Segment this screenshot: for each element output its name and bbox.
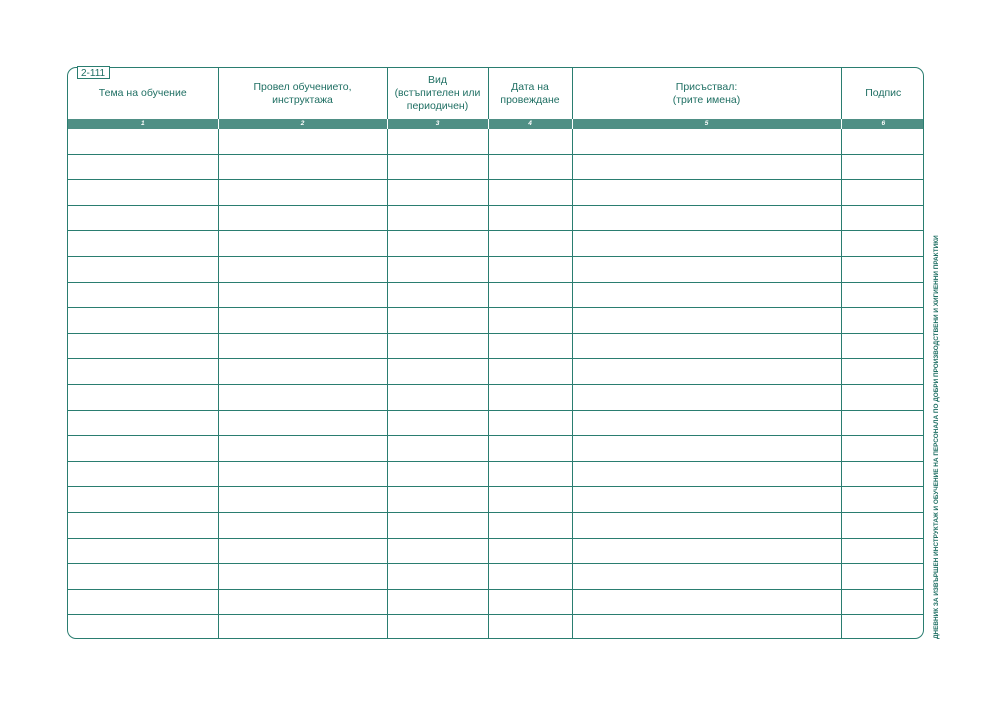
- table-cell[interactable]: [572, 589, 841, 615]
- table-cell[interactable]: [841, 410, 924, 436]
- table-cell[interactable]: [387, 333, 488, 359]
- table-cell[interactable]: [387, 436, 488, 462]
- table-cell[interactable]: [387, 256, 488, 282]
- table-cell[interactable]: [488, 256, 572, 282]
- column-header-conducted-by: Провел обучението, инструктажа: [218, 68, 387, 119]
- table-cell[interactable]: [572, 384, 841, 410]
- column-number: 1: [68, 119, 218, 129]
- journal-form: [67, 67, 924, 639]
- table-cell[interactable]: [218, 589, 387, 615]
- table-cell[interactable]: [68, 436, 218, 462]
- table-cell[interactable]: [387, 154, 488, 180]
- table-body: [68, 129, 924, 639]
- table-cell[interactable]: [488, 333, 572, 359]
- table-cell[interactable]: [841, 615, 924, 639]
- table-cell[interactable]: [68, 129, 218, 154]
- column-number-band: [68, 119, 924, 129]
- table-cell[interactable]: [218, 282, 387, 308]
- column-number: 3: [387, 119, 488, 129]
- table-cell[interactable]: [488, 461, 572, 487]
- table-cell[interactable]: [572, 231, 841, 257]
- table-cell[interactable]: [572, 129, 841, 154]
- table-row: [68, 512, 924, 538]
- table-cell[interactable]: [572, 333, 841, 359]
- column-header-attendee: Присъствал: (трите имена): [572, 68, 841, 119]
- table-row: [68, 410, 924, 436]
- table-cell[interactable]: [488, 308, 572, 334]
- table-cell[interactable]: [572, 282, 841, 308]
- table-cell[interactable]: [68, 512, 218, 538]
- table-cell[interactable]: [218, 487, 387, 513]
- side-title: ДНЕВНИК ЗА ИЗВЪРШЕН ИНСТРУКТАЖ И ОБУЧЕНИЕ НА ПЕРСОНАЛА ПО ДОБРИ ПРОИЗВОДСТВЕНИ И ХИГИЕННИ ПРАКТИКИ: [933, 235, 940, 639]
- table-row: [68, 487, 924, 513]
- table-cell[interactable]: [841, 308, 924, 334]
- table-cell[interactable]: [841, 384, 924, 410]
- table-cell[interactable]: [572, 615, 841, 639]
- table-cell[interactable]: [841, 205, 924, 231]
- table-cell[interactable]: [841, 359, 924, 385]
- table-cell[interactable]: [488, 436, 572, 462]
- table-cell[interactable]: [841, 129, 924, 154]
- table-cell[interactable]: [68, 333, 218, 359]
- table-row: [68, 615, 924, 639]
- table-cell[interactable]: [387, 384, 488, 410]
- table-cell[interactable]: [387, 487, 488, 513]
- table-cell[interactable]: [841, 564, 924, 590]
- table-cell[interactable]: [68, 589, 218, 615]
- table-cell[interactable]: [387, 282, 488, 308]
- table-cell[interactable]: [841, 256, 924, 282]
- table-cell[interactable]: [488, 129, 572, 154]
- table-cell[interactable]: [387, 205, 488, 231]
- table-cell[interactable]: [218, 129, 387, 154]
- table-cell[interactable]: [488, 538, 572, 564]
- table-cell[interactable]: [572, 564, 841, 590]
- table-cell[interactable]: [841, 487, 924, 513]
- table-cell[interactable]: [841, 231, 924, 257]
- column-header-topic: Тема на обучение: [98, 87, 187, 99]
- table-cell[interactable]: [488, 231, 572, 257]
- table-cell[interactable]: [488, 205, 572, 231]
- table-cell[interactable]: [68, 384, 218, 410]
- form-code: 2-111: [77, 66, 110, 79]
- table-cell[interactable]: [841, 333, 924, 359]
- column-number: 5: [572, 119, 841, 129]
- table-cell[interactable]: [68, 205, 218, 231]
- table-cell[interactable]: [841, 154, 924, 180]
- column-number: 2: [218, 119, 387, 129]
- table-cell[interactable]: [387, 538, 488, 564]
- table-row: [68, 256, 924, 282]
- table-cell[interactable]: [218, 308, 387, 334]
- table-row: [68, 308, 924, 334]
- table-cell[interactable]: [488, 564, 572, 590]
- table-cell[interactable]: [218, 180, 387, 206]
- table-cell[interactable]: [488, 487, 572, 513]
- column-number: 6: [841, 119, 924, 129]
- table-cell[interactable]: [218, 436, 387, 462]
- table-cell[interactable]: [387, 359, 488, 385]
- table-cell[interactable]: [387, 129, 488, 154]
- table-cell[interactable]: [68, 461, 218, 487]
- table-cell[interactable]: [572, 512, 841, 538]
- table-cell[interactable]: [218, 615, 387, 639]
- table-row: [68, 384, 924, 410]
- header-row: [68, 68, 924, 119]
- table-cell[interactable]: [387, 512, 488, 538]
- table-cell[interactable]: [572, 487, 841, 513]
- table-cell[interactable]: [218, 359, 387, 385]
- table-cell[interactable]: [218, 333, 387, 359]
- table-row: [68, 282, 924, 308]
- table-cell[interactable]: [488, 589, 572, 615]
- table-cell[interactable]: [68, 308, 218, 334]
- table-cell[interactable]: [68, 256, 218, 282]
- table-cell[interactable]: [387, 589, 488, 615]
- table-row: [68, 333, 924, 359]
- table-cell[interactable]: [218, 512, 387, 538]
- table-row: [68, 436, 924, 462]
- table-cell[interactable]: [68, 538, 218, 564]
- table-row: [68, 538, 924, 564]
- journal-table: [68, 68, 924, 639]
- table-cell[interactable]: [218, 154, 387, 180]
- table-cell[interactable]: [572, 154, 841, 180]
- table-cell[interactable]: [68, 282, 218, 308]
- table-cell[interactable]: [218, 384, 387, 410]
- table-row: [68, 564, 924, 590]
- table-row: [68, 180, 924, 206]
- column-number: 4: [488, 119, 572, 129]
- table-cell[interactable]: [488, 282, 572, 308]
- table-cell[interactable]: [488, 359, 572, 385]
- table-cell[interactable]: [218, 538, 387, 564]
- table-cell[interactable]: [572, 256, 841, 282]
- table-row: [68, 231, 924, 257]
- table-cell[interactable]: [488, 180, 572, 206]
- table-cell[interactable]: [488, 384, 572, 410]
- table-cell[interactable]: [218, 564, 387, 590]
- table-row: [68, 205, 924, 231]
- table-cell[interactable]: [68, 564, 218, 590]
- table-row: [68, 461, 924, 487]
- table-cell[interactable]: [488, 410, 572, 436]
- table-cell[interactable]: [572, 410, 841, 436]
- table-cell[interactable]: [68, 487, 218, 513]
- table-cell[interactable]: [572, 205, 841, 231]
- table-row: [68, 359, 924, 385]
- table-cell[interactable]: [572, 308, 841, 334]
- table-row: [68, 589, 924, 615]
- table-cell[interactable]: [218, 231, 387, 257]
- table-cell[interactable]: [387, 615, 488, 639]
- table-row: [68, 129, 924, 154]
- table-cell[interactable]: [572, 359, 841, 385]
- table-cell[interactable]: [841, 512, 924, 538]
- table-cell[interactable]: [841, 436, 924, 462]
- table-cell[interactable]: [218, 410, 387, 436]
- table-cell[interactable]: [68, 359, 218, 385]
- table-cell[interactable]: [387, 564, 488, 590]
- table-cell[interactable]: [572, 436, 841, 462]
- column-header-type: Вид (встъпителен или периодичен): [387, 68, 488, 119]
- table-cell[interactable]: [488, 512, 572, 538]
- table-cell[interactable]: [68, 410, 218, 436]
- column-header-signature: Подпис: [841, 68, 924, 119]
- table-cell[interactable]: [68, 154, 218, 180]
- table-row: [68, 154, 924, 180]
- table-cell[interactable]: [572, 461, 841, 487]
- table-cell[interactable]: [572, 538, 841, 564]
- table-cell[interactable]: [218, 461, 387, 487]
- table-cell[interactable]: [387, 410, 488, 436]
- table-cell[interactable]: [68, 231, 218, 257]
- table-cell[interactable]: [387, 180, 488, 206]
- table-cell[interactable]: [488, 615, 572, 639]
- table-cell[interactable]: [841, 461, 924, 487]
- table-cell[interactable]: [218, 256, 387, 282]
- table-cell[interactable]: [218, 205, 387, 231]
- table-cell[interactable]: [68, 180, 218, 206]
- table-cell[interactable]: [488, 154, 572, 180]
- table-cell[interactable]: [841, 589, 924, 615]
- table-cell[interactable]: [841, 180, 924, 206]
- table-cell[interactable]: [387, 461, 488, 487]
- table-cell[interactable]: [572, 180, 841, 206]
- table-cell[interactable]: [387, 308, 488, 334]
- table-cell[interactable]: [387, 231, 488, 257]
- column-header-date: Дата на провеждане: [488, 68, 572, 119]
- table-cell[interactable]: [68, 615, 218, 639]
- table-cell[interactable]: [841, 282, 924, 308]
- table-cell[interactable]: [841, 538, 924, 564]
